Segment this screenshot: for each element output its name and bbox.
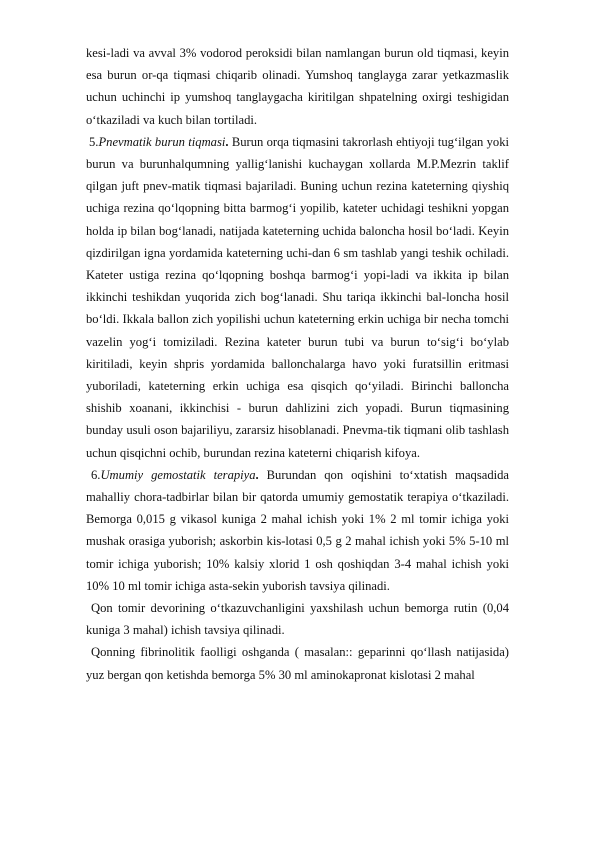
section-title: Pnevmatik burun tiqmasi bbox=[98, 134, 226, 149]
paragraph-text: Burundan qon oqishini to‘xtatish maqsadida mahalliy chora-tadbirlar bilan bir qatorda umumiy gemostatik terapiya o‘tkaziladi. Bemorga 0,015 g vikasol kuniga 2 mahal ichish yoki 1% 2 ml tomir ichiga yoki mushak orasiga yuborish; askorbin kis-lotasi 0,5 g 2 mahal ichish yoki 5% 5-10 ml tomir ichiga yuborish; 10% kalsiy xlorid 1 osh qoshiqdan 3-4 mahal ichish yoki 10% 10 ml tomir ichiga asta-sekin yuborish tavsiya qilinadi. bbox=[86, 467, 509, 593]
paragraph-text: kesi-ladi va avval 3% vodorod peroksidi bilan namlangan burun old tiqmasi, keyin esa burun or-qa tiqmasi chiqarib olinadi. Yumshoq tanglayga zarar yetkazmaslik uchun uchinchi ip yumshoq tanglaygacha kiritilgan shpatelning oxirgi teshigidan o‘tkaziladi va kuch bilan tortiladi. bbox=[86, 46, 509, 127]
paragraph-tamponade-removal bbox=[86, 42, 509, 131]
section-title-terminator: . bbox=[255, 467, 259, 482]
paragraph-general-hemostatic-therapy bbox=[86, 464, 509, 597]
section-title: Umumiy gemostatik terapiya bbox=[100, 467, 256, 482]
section-number: 6. bbox=[91, 467, 101, 482]
section-title-terminator: . bbox=[225, 134, 229, 149]
paragraph-fibrinolytic bbox=[86, 641, 509, 685]
paragraph-text: Qon tomir devorining o‘tkazuvchanligini yaxshilash uchun bemorga rutin (0,04 kuniga 3 mahal) ichish tavsiya qilinadi. bbox=[86, 601, 509, 638]
paragraph-text: Qonning fibrinolitik faolligi oshganda ( masalan:: geparinni qo‘llash natijasida) yuz bergan qon ketishda bemorga 5% 30 ml aminokapronat kislotasi 2 mahal bbox=[86, 645, 509, 682]
section-number: 5. bbox=[89, 134, 99, 149]
paragraph-text: Burun orqa tiqmasini takrorlash ehtiyoji tug‘ilgan yoki burun va burunhalqumning yallig‘lanishi kuchaygan xollarda M.P.Mezrin taklif qilgan juft pnev-matik tiqmasi bajariladi. Buning uchun rezina kateterning qiyshiq uchiga rezina qo‘lqopning bitta barmog‘i yopilib, kateter uchidagi teshikni yopgan holda ip bilan bog‘lanadi, natijada kateterning uchida baloncha hosil bo‘ladi. Keyin qizdirilgan igna yordamida kateterning uchi-dan 6 sm tashlab yangi teshik ochiladi. Kateter ustiga rezina qo‘lqopning boshqa barmog‘i yopi-ladi va ikkita ip bilan ikkinchi teshikdan yuqorida zich bog‘lanadi. Shu tariqa ikkinchi bal-loncha hosil bo‘ldi. Ikkala ballon zich yopilishi uchun kateterning erkin uchiga bir necha tomchi vazelin yog‘i tomiziladi. Rezina kateter burun tubi va burun to‘sig‘i bo‘ylab kiritiladi, keyin shpris yordamida ballonchalarga havo yoki furatsillin eritmasi yuboriladi, kateterning erkin uchiga esa qisqich qo‘yiladi. Birinchi balloncha shishib xoanani, ikkinchisi - burun dahlizini zich yopadi. Burun tiqmasining bunday usuli oson bajariliyu, zararsiz hisoblanadi. Pnevma-tik tiqmani olib tashlash uchun qisqichni ochib, burundan rezina kateterni chiqarish kifoya. bbox=[86, 134, 510, 460]
paragraph-pneumatic-tamponade bbox=[86, 131, 509, 464]
paragraph-rutin bbox=[86, 597, 509, 641]
document-page bbox=[86, 42, 509, 686]
